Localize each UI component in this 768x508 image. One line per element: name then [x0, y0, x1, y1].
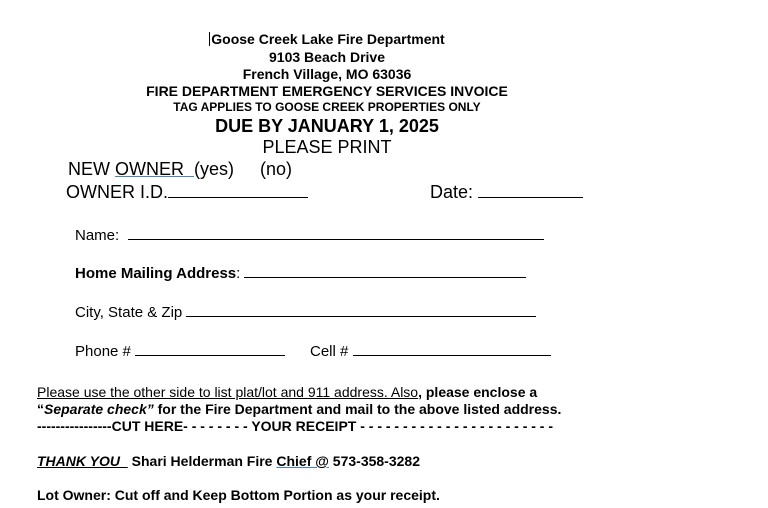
- date-field[interactable]: [430, 182, 583, 203]
- phone-field[interactable]: [75, 343, 285, 360]
- phone-label: Phone #: [75, 343, 131, 360]
- name-label: Name:: [75, 227, 120, 244]
- owner-id-blank[interactable]: [168, 196, 308, 198]
- name-field[interactable]: [75, 227, 544, 244]
- city-address: French Village, MO 63036: [242, 66, 412, 82]
- quote-open: “: [37, 401, 44, 417]
- chief-phone: 573-358-3282: [328, 453, 420, 469]
- owner-id-field[interactable]: [66, 182, 308, 203]
- instructions-line-1: [37, 384, 537, 400]
- chief-title: Chief @: [276, 453, 329, 469]
- new-label: NEW: [68, 159, 115, 179]
- owner-label: OWNER: [115, 159, 194, 179]
- date-blank[interactable]: [478, 196, 583, 198]
- phone-blank[interactable]: [135, 354, 285, 356]
- mailing-blank[interactable]: [244, 276, 526, 278]
- due-date: DUE BY JANUARY 1, 2025: [215, 116, 439, 136]
- city-label: City, State & Zip: [75, 304, 183, 321]
- city-field[interactable]: [75, 304, 536, 321]
- owner-id-label: OWNER I.D.: [66, 182, 168, 202]
- tag-note: TAG APPLIES TO GOOSE CREEK PROPERTIES ONLY: [173, 100, 481, 114]
- org-name: [0, 31, 654, 47]
- no-option[interactable]: (no): [260, 159, 293, 179]
- please-print: PLEASE PRINT: [262, 137, 392, 157]
- cell-label: Cell #: [310, 343, 349, 360]
- date-label: Date:: [430, 182, 474, 202]
- new-owner-line: [68, 159, 292, 180]
- cut-line: ----------------CUT HERE- - - - - - - - YOUR RECEIPT - - - - - - - - - - - - - - - - - - - - - - -: [37, 418, 554, 434]
- separate-check: Separate check”: [44, 401, 154, 417]
- yes-option[interactable]: (yes): [194, 159, 234, 179]
- instructions-bold: , please enclose a: [418, 384, 538, 400]
- city-blank[interactable]: [186, 315, 536, 317]
- org-name-text: Goose Creek Lake Fire Department: [211, 31, 445, 47]
- invoice-title: FIRE DEPARTMENT EMERGENCY SERVICES INVOICE: [146, 83, 508, 99]
- street-address: 9103 Beach Drive: [269, 49, 385, 65]
- cell-field[interactable]: [310, 343, 551, 360]
- mailing-label: Home Mailing Address: [75, 265, 237, 282]
- mailing-colon: :: [236, 265, 241, 282]
- instructions-rest: for the Fire Department and mail to the above listed address.: [153, 401, 562, 417]
- name-blank[interactable]: [128, 238, 544, 240]
- instructions-line-2: [37, 401, 561, 417]
- thank-you: THANK YOU: [37, 453, 128, 469]
- keep-receipt-note: Lot Owner: Cut off and Keep Bottom Portion as your receipt.: [37, 487, 440, 503]
- instructions-plain: Please use the other side to list plat/lot and 911 address. Also: [37, 384, 419, 400]
- cell-blank[interactable]: [353, 354, 551, 356]
- chief-name: Shari Helderman Fire: [127, 453, 277, 469]
- mailing-field[interactable]: [75, 265, 526, 282]
- thank-you-line: [37, 453, 420, 469]
